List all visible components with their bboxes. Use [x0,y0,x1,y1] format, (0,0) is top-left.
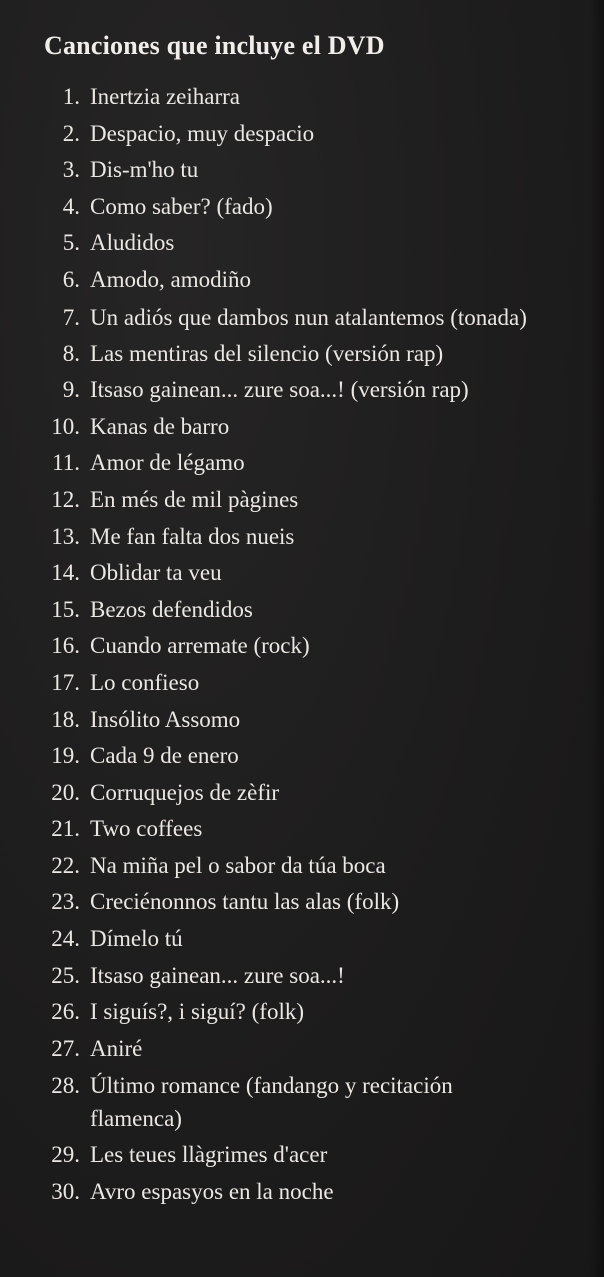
list-item [0,152,590,189]
track-number: 26. [51,999,80,1025]
list-item [0,1031,590,1068]
list-item [0,738,590,775]
list-item [0,189,590,226]
track-title: Les teues llàgrimes d'acer [90,1142,328,1168]
track-title: Cada 9 de enero [90,743,239,769]
track-title: Itsaso gainean... zure soa...! (versión rap) [90,377,469,403]
list-item [0,811,590,848]
list-item [0,409,590,446]
track-number: 5. [62,230,80,256]
track-number: 28. [51,1073,80,1099]
list-item [0,665,590,702]
list-item [0,848,590,885]
list-item [0,775,590,812]
list-item [0,445,590,482]
list-item [0,519,590,556]
list-item [0,994,590,1031]
track-number: 8. [62,340,80,366]
list-item [0,1067,590,1137]
track-title: Amodo, amodiño [90,266,251,292]
track-title: Aniré [90,1035,143,1061]
list-item [0,921,590,958]
track-title: Avro espasyos en la noche [90,1179,334,1205]
track-number: 23. [51,889,80,915]
page-title: Canciones que incluye el DVD [44,31,385,60]
list-item [0,336,590,373]
track-number: 14. [51,560,80,586]
track-number: 15. [51,596,80,622]
track-title: En més de mil pàgines [90,486,299,512]
track-number: 4. [62,193,80,219]
track-title: Na miña pel o sabor da túa boca [90,852,386,878]
track-title: Me fan falta dos nueis [90,523,295,549]
list-item [0,79,590,116]
track-title: Despacio, muy despacio [90,120,315,146]
track-number: 16. [51,633,80,659]
track-number: 11. [52,450,80,476]
track-number: 21. [51,816,80,842]
track-title: Inertzia zeiharra [90,84,241,109]
list-item [0,555,590,592]
track-title: Corruquejos de zèfir [90,779,280,805]
track-number: 22. [51,852,80,878]
track-title: Oblidar ta veu [90,560,222,586]
track-number: 12. [51,486,80,512]
track-number: 17. [51,669,80,695]
track-number: 29. [51,1142,80,1168]
track-title: Amor de légamo [90,450,245,476]
track-number: 10. [51,413,80,439]
track-list [0,79,590,1211]
list-item [0,1137,590,1174]
track-title: Two coffees [90,816,203,842]
track-title: Dis-m'ho tu [90,157,199,183]
track-title: Insólito Assomo [90,706,241,732]
track-title: Dímelo tú [90,926,183,952]
list-item [0,262,590,299]
list-item [0,225,590,262]
track-number: 2. [62,120,80,146]
page-edge-shadow [590,0,604,1277]
track-number: 6. [62,266,80,292]
track-title: Las mentiras del silencio (versión rap) [90,340,444,366]
track-number: 20. [51,779,80,805]
track-number: 25. [51,962,80,988]
track-title: Itsaso gainean... zure soa...! [90,962,345,988]
list-item [0,482,590,519]
track-number: 30. [51,1179,80,1205]
track-number: 7. [62,304,80,330]
track-title: Cuando arremate (rock) [90,633,310,659]
track-title: Bezos defendidos [90,596,253,622]
list-item [0,592,590,629]
track-title: Como saber? (fado) [90,193,273,219]
track-number: 13. [51,523,80,549]
track-number: 27. [51,1035,80,1061]
track-title: Aludidos [90,230,175,256]
list-item [0,1174,590,1211]
track-title: Lo confieso [90,669,200,695]
track-title: Creciénonnos tantu las alas (folk) [90,889,400,915]
track-number: 1. [62,84,80,109]
track-number: 3. [62,157,80,183]
track-number: 18. [51,706,80,732]
list-item [0,116,590,153]
track-title: Kanas de barro [90,413,230,439]
track-title: Un adiós que dambos nun atalantemos (tonada) [90,304,527,330]
list-item [0,372,590,409]
list-item [0,884,590,921]
track-title: I siguís?, i siguí? (folk) [90,999,304,1025]
track-number: 24. [51,926,80,952]
list-item [0,702,590,739]
track-number: 19. [51,743,80,769]
list-item [0,628,590,665]
list-item [0,958,590,995]
track-title: Último romance (fandango y recitación flamenca) [90,1073,453,1132]
track-number: 9. [62,377,80,403]
list-item [0,299,590,336]
